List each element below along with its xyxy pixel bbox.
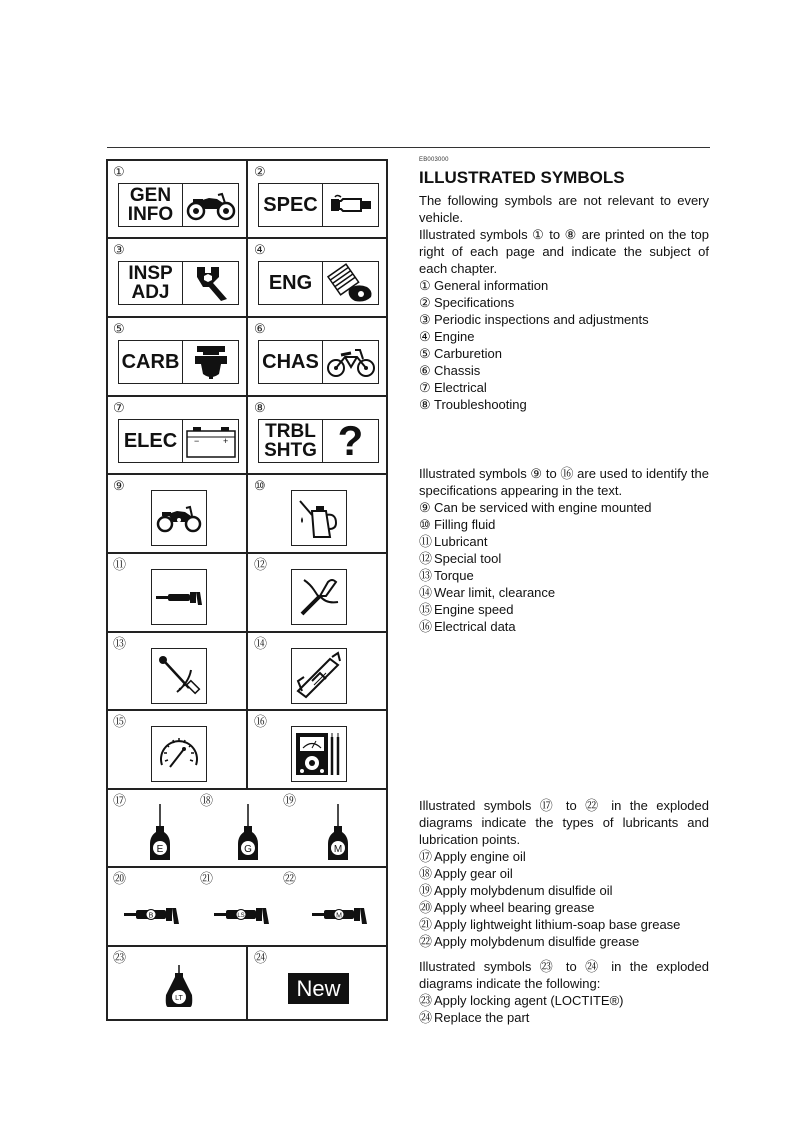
section-group-4 (419, 958, 709, 1026)
oil-bottle-icon (327, 804, 349, 862)
oil-bottle-icon (149, 804, 171, 862)
symbol-number: ⑧ (254, 400, 266, 415)
symbol-row-11 (108, 947, 386, 1019)
symbol-locking-agent (108, 947, 248, 1019)
list-item: ㉓ Apply locking agent (LOCTITE®) (419, 993, 624, 1008)
intro-paragraph: The following symbols are not relevant to every vehicle. (419, 193, 709, 225)
section-group-1 (419, 192, 709, 413)
symbol-number: ㉔ (254, 950, 268, 965)
chapter-label-box (118, 419, 239, 463)
new-badge: New (288, 973, 349, 1004)
symbol-eng (248, 239, 386, 316)
svg-text:LS: LS (237, 913, 245, 919)
symbol-grease-group (108, 868, 386, 945)
symbol-row-9 (108, 790, 386, 868)
list-item: ㉒ Apply molybdenum disulfide grease (419, 934, 640, 949)
symbol-replace-part (248, 947, 386, 1019)
symbol-torque (108, 633, 248, 709)
symbol-engine-mounted (108, 475, 248, 552)
symbol-number: ⑪ (113, 557, 127, 572)
group-2-description: Illustrated symbols ⑨ to ⑯ are used to identify the specifications appearing in the text. (419, 466, 709, 498)
symbol-number: ⑨ (113, 478, 125, 493)
symbol-number: ⑳ (113, 871, 127, 886)
symbol-row-7 (108, 633, 386, 711)
engine-cylinder-icon (323, 262, 378, 304)
symbol-number: ③ (113, 242, 125, 257)
symbol-number: ④ (254, 242, 266, 257)
symbol-oil-group (108, 790, 386, 866)
chapter-label: TRBL SHTG (259, 420, 323, 462)
list-item: ⑲ Apply molybdenum disulfide oil (419, 883, 613, 898)
chapter-label: CARB (119, 341, 183, 383)
list-item: ⑦ Electrical (419, 380, 487, 395)
symbol-number: ⑬ (113, 636, 127, 651)
dirt-bike-icon (323, 341, 378, 383)
symbol-filling-fluid (248, 475, 386, 552)
caliper-icon (291, 648, 347, 704)
symbol-number: ㉑ (200, 871, 214, 886)
symbol-lubricant (108, 554, 248, 631)
symbol-trbl-shtg (248, 397, 386, 473)
symbol-row-2 (108, 239, 386, 318)
symbol-row-6 (108, 554, 386, 633)
list-item: ⑳ Apply wheel bearing grease (419, 900, 595, 915)
symbol-number: ㉒ (283, 871, 297, 886)
symbol-gen-info (108, 161, 248, 237)
chapter-label-box (258, 419, 379, 463)
list-item: ⑪ Lubricant (419, 534, 488, 549)
chapter-label: ENG (259, 262, 323, 304)
chapter-label-box (258, 340, 379, 384)
chapter-label: GEN INFO (119, 184, 183, 226)
oil-bottle-icon (237, 804, 259, 862)
symbol-number: ⑦ (113, 400, 125, 415)
list-item: ③ Periodic inspections and adjustments (419, 312, 649, 327)
list-item: ⑭ Wear limit, clearance (419, 585, 556, 600)
symbol-number: ⑤ (113, 321, 125, 336)
header-rule (107, 147, 710, 148)
chapter-label-box (118, 183, 239, 227)
page-title: ILLUSTRATED SYMBOLS (419, 168, 625, 187)
list-item: ㉑ Apply lightweight lithium-soap base grease (419, 917, 681, 932)
symbol-special-tool (248, 554, 386, 631)
symbol-grid (106, 159, 388, 1021)
doc-code: EB003000 (419, 157, 449, 163)
group-3-description: Illustrated symbols ⑰ to ㉒ in the exploded diagrams indicate the types of lubricants and lubrication points. (419, 798, 709, 847)
svg-text:−: − (193, 436, 199, 446)
battery-icon (183, 420, 238, 462)
chapter-label: ELEC (119, 420, 183, 462)
symbol-number: ⑱ (200, 793, 214, 808)
svg-text:+: + (222, 436, 228, 446)
symbol-row-10 (108, 868, 386, 947)
chapter-label-box (258, 261, 379, 305)
chapter-label-box (258, 183, 379, 227)
symbol-spec (248, 161, 386, 237)
list-item: ⑫ Special tool (419, 551, 502, 566)
symbol-chas (248, 318, 386, 395)
svg-text:M: M (333, 844, 343, 855)
symbol-row-4 (108, 397, 386, 475)
chapter-label: CHAS (259, 341, 323, 383)
symbol-elec (108, 397, 248, 473)
symbol-engine-speed (108, 711, 248, 788)
list-item: ① General information (419, 278, 549, 293)
symbol-number: ① (113, 164, 125, 179)
group-4-description: Illustrated symbols ㉓ to ㉔ in the exploded diagrams indicate the following: (419, 959, 709, 991)
list-item: ⑤ Carburetion (419, 346, 502, 361)
grease-gun-icon (151, 569, 207, 625)
symbol-electrical-data (248, 711, 386, 788)
svg-text:B: B (148, 912, 154, 920)
symbol-row-8 (108, 711, 386, 790)
grease-gun-icon (312, 905, 368, 925)
symbol-row-5 (108, 475, 386, 554)
motorcycle-icon (151, 490, 207, 546)
torque-wrench-icon (151, 648, 207, 704)
symbol-number: ⑰ (113, 793, 127, 808)
chapter-label-box (118, 261, 239, 305)
list-item: ⑮ Engine speed (419, 602, 514, 617)
list-item: ⑯ Electrical data (419, 619, 516, 634)
carburetor-icon (183, 341, 238, 383)
locking-agent-bottle-icon (164, 965, 194, 1009)
list-item: ⑧ Troubleshooting (419, 397, 527, 412)
symbol-number: ⑮ (113, 714, 127, 729)
spec-tool-icon (323, 184, 378, 226)
special-tool-icon (291, 569, 347, 625)
symbol-number: ⑥ (254, 321, 266, 336)
symbol-wear-limit (248, 633, 386, 709)
symbol-number: ⑫ (254, 557, 268, 572)
symbol-number: ⑲ (283, 793, 297, 808)
svg-text:M: M (336, 912, 342, 920)
symbol-number: ⑯ (254, 714, 268, 729)
symbol-row-3 (108, 318, 386, 397)
list-item: ④ Engine (419, 329, 475, 344)
list-item: ⑬ Torque (419, 568, 474, 583)
symbol-insp-adj (108, 239, 248, 316)
svg-text:E: E (156, 844, 164, 855)
svg-text:LT: LT (175, 995, 183, 1002)
tachometer-icon (151, 726, 207, 782)
chapter-label-box (118, 340, 239, 384)
chapter-label: SPEC (259, 184, 323, 226)
wrench-icon (183, 262, 238, 304)
grease-gun-icon (214, 905, 270, 925)
symbol-number: ⑭ (254, 636, 268, 651)
symbol-number: ⑩ (254, 478, 266, 493)
list-item: ⑥ Chassis (419, 363, 481, 378)
list-item: ⑨ Can be serviced with engine mounted (419, 500, 652, 515)
section-group-2 (419, 465, 709, 635)
group-1-description: Illustrated symbols ① to ⑧ are printed on the top right of each page and indicate the subject of each chapter. (419, 227, 709, 276)
symbol-number: ㉓ (113, 950, 127, 965)
chapter-label: INSP ADJ (119, 262, 183, 304)
svg-text:G: G (244, 844, 252, 855)
symbol-number: ② (254, 164, 266, 179)
oil-can-icon (291, 490, 347, 546)
symbol-carb (108, 318, 248, 395)
symbol-row-1 (108, 161, 386, 239)
list-item: ㉔ Replace the part (419, 1010, 530, 1025)
motorcycle-icon (183, 184, 238, 226)
multimeter-icon (291, 726, 347, 782)
grease-gun-icon (124, 905, 180, 925)
list-item: ⑰ Apply engine oil (419, 849, 526, 864)
list-item: ② Specifications (419, 295, 515, 310)
list-item: ⑩ Filling fluid (419, 517, 496, 532)
section-group-3 (419, 797, 709, 950)
list-item: ⑱ Apply gear oil (419, 866, 513, 881)
question-mark-icon: ? (337, 417, 364, 464)
